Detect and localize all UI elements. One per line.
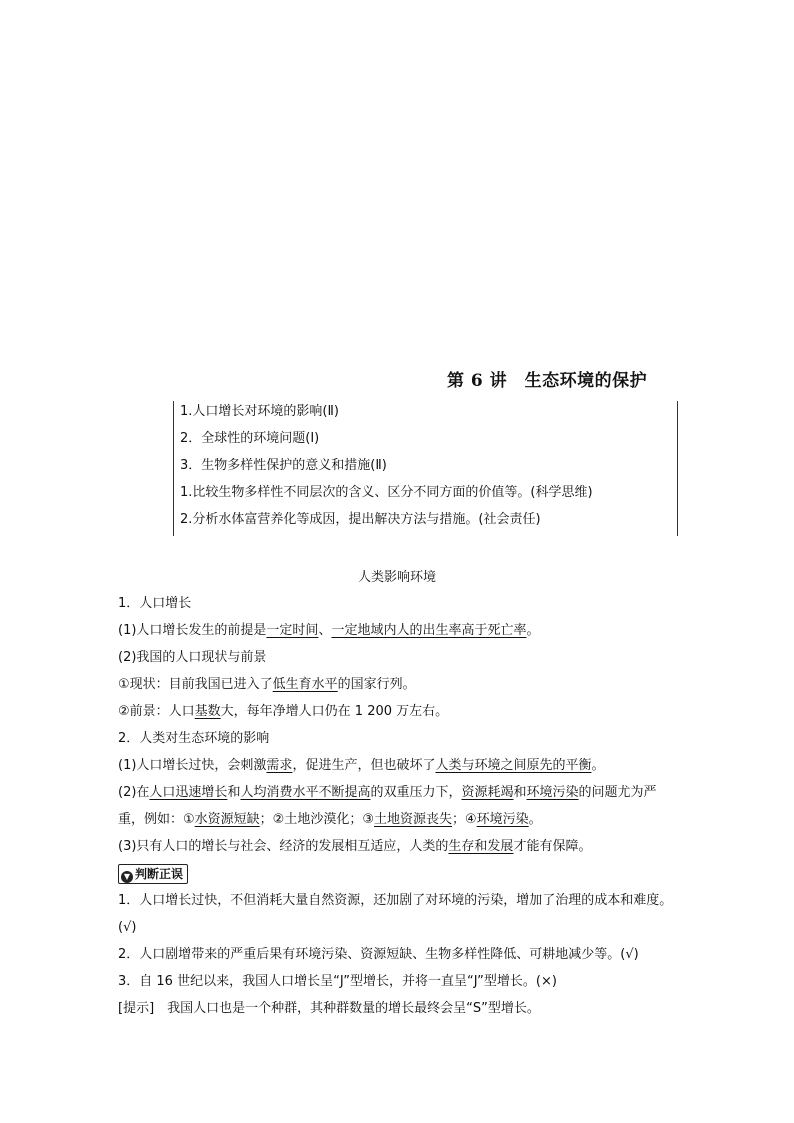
subheading: (2)我国的人口现状与前景 — [118, 650, 267, 665]
heading-human-impact: 2．人类对生态环境的影响 — [118, 731, 270, 746]
key-term: 环境污染 — [476, 812, 529, 827]
objectives-box — [173, 401, 678, 536]
key-term: 基数 — [194, 704, 221, 719]
key-term: 环境污染 — [526, 785, 579, 800]
objective-item: 3．生物多样性保护的意义和措施(Ⅱ) — [180, 458, 387, 473]
key-term: 人类与环境之间原先的平衡 — [435, 758, 592, 773]
judge-item: 3．自 16 世纪以来，我国人口增长呈“J”型增长，并将一直呈“J”型增长。(×) — [118, 974, 557, 989]
paragraph: (3)只有人口的增长与社会、经济的发展相互适应，人类的生存和发展才能有保障。 — [118, 839, 592, 854]
objective-item: 2．全球性的环境问题(Ⅰ) — [180, 431, 320, 446]
key-term: 资源耗竭 — [461, 785, 514, 800]
judge-item: 1．人口增长过快，不但消耗大量自然资源，还加剧了对环境的污染，增加了治理的成本和难度。(√) — [118, 893, 673, 935]
judge-hint: [提示] 我国人口也是一个种群，其种群数量的增长最终会呈“S”型增长。 — [118, 1001, 540, 1016]
judge-badge-row — [118, 860, 680, 887]
key-term: 生存和发展 — [448, 839, 514, 854]
key-term: 人口迅速增长 — [149, 785, 228, 800]
key-term: 人均消费水平不断提高 — [240, 785, 371, 800]
section-body — [118, 590, 680, 1022]
section-title: 人类影响环境 — [357, 570, 436, 585]
objective-item: 2.分析水体富营养化等成因，提出解决方法与措施。(社会责任) — [180, 512, 541, 527]
objective-item: 1.比较生物多样性不同层次的含义、区分不同方面的价值等。(科学思维) — [180, 485, 593, 500]
paragraph: ①现状：目前我国已进入了低生育水平的国家行列。 — [118, 677, 416, 692]
judge-badge: ▼ 判断正误 — [118, 864, 188, 884]
paragraph: ②前景：人口基数大，每年净增人口仍在 1 200 万左右。 — [118, 704, 449, 719]
objective-item: 1.人口增长对环境的影响(Ⅱ) — [180, 404, 339, 419]
key-term: 低生育水平 — [272, 677, 338, 692]
paragraph: (1)人口增长发生的前提是一定时间、一定地域内人的出生率高于死亡率。 — [118, 623, 540, 638]
paragraph: (1)人口增长过快，会刺激需求，促进生产，但也破坏了人类与环境之间原先的平衡。 — [118, 758, 605, 773]
heading-population-growth: 1．人口增长 — [118, 596, 192, 611]
chevron-down-icon: ▼ — [121, 871, 133, 883]
key-term: 一定地域内人的出生率高于死亡率 — [331, 623, 527, 638]
key-term: 水资源短缺 — [194, 812, 260, 827]
key-term: 一定时间 — [266, 623, 319, 638]
judge-item: 2．人口剧增带来的严重后果有环境污染、资源短缺、生物多样性降低、可耕地减少等。(√) — [118, 947, 639, 962]
key-term: 需求 — [266, 758, 293, 773]
lesson-title: 第 6 讲 生态环境的保护 — [447, 371, 648, 391]
paragraph: (2)在人口迅速增长和人均消费水平不断提高的双重压力下，资源耗竭和环境污染的问题尤为严重，例如：①水资源短缺；②土地沙漠化；③土地资源丧失；④环境污染。 — [118, 785, 657, 827]
key-term: 土地资源丧失 — [373, 812, 452, 827]
